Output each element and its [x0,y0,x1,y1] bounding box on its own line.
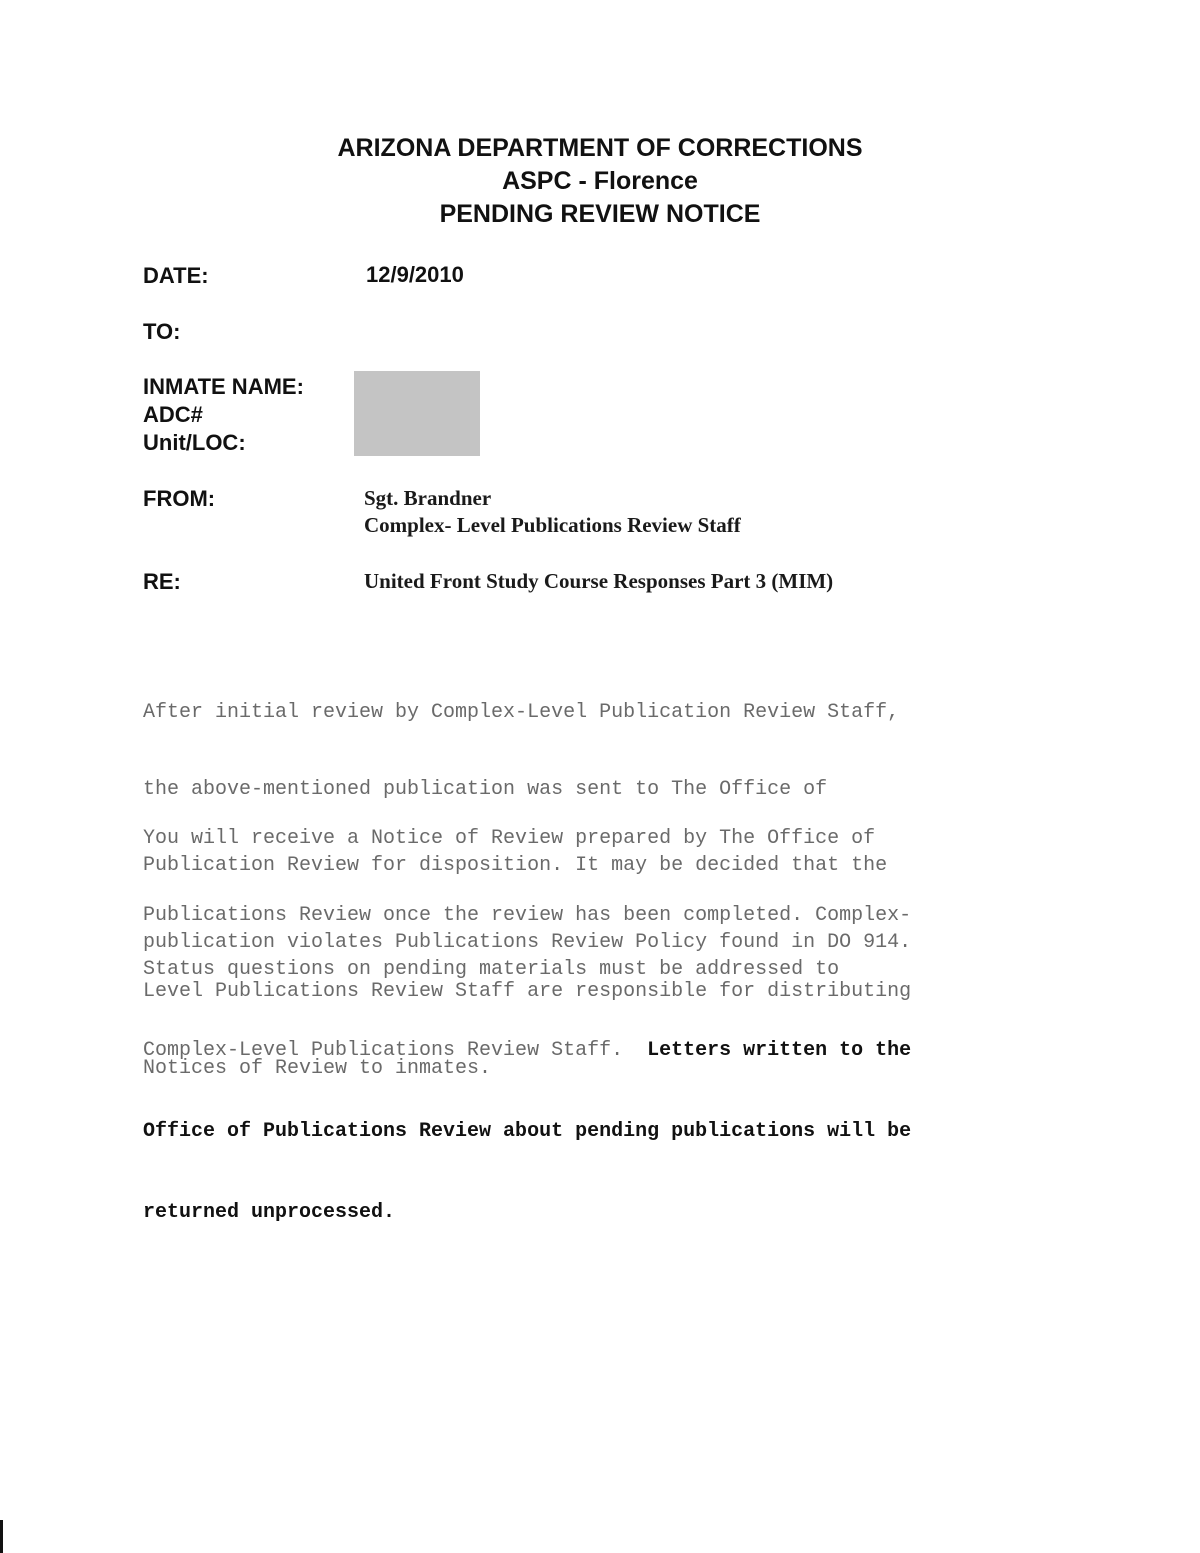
re-value: United Front Study Course Responses Part 3 (MIM) [364,569,834,593]
redacted-inmate-info [354,371,480,456]
paragraph-line: publication violates Publications Review Policy found in DO 914. [143,930,912,954]
paragraph-line: the above-mentioned publication was sent to The Office of [143,777,828,801]
re-label: RE: [143,569,181,594]
scan-edge-mark [0,1520,3,1553]
paragraph-line: Publication Review for disposition. It may be decided that the [143,854,888,877]
agency-title: ARIZONA DEPARTMENT OF CORRECTIONS [337,134,863,162]
notice-title: PENDING REVIEW NOTICE [439,200,761,228]
warning-text: Letters written to the [647,1039,912,1062]
inmate-name-label: INMATE NAME: [143,374,304,399]
from-label: FROM: [143,486,216,511]
from-name: Sgt. Brandner [364,486,492,510]
paragraph-line: Status questions on pending materials must be addressed to [143,958,840,981]
paragraph-line: Publications Review once the review has been completed. Complex- [143,903,912,927]
date-label: DATE: [143,263,209,288]
paragraph-line: Level Publications Review Staff are responsible for distributing [143,980,912,1003]
status-contact-text: Complex-Level Publications Review Staff. [143,1039,648,1062]
paragraph-status-questions [143,902,1063,1253]
warning-text: returned unprocessed. [143,1201,396,1224]
paragraph-line: After initial review by Complex-Level Publication Review Staff, [143,701,900,724]
facility-name: ASPC - Florence [502,167,698,195]
from-title: Complex- Level Publications Review Staff [364,513,741,537]
to-label: TO: [143,319,181,344]
paragraph-line: Notices of Review to inmates. [143,1056,492,1080]
document-header [0,132,1200,231]
adc-number-label: ADC# [143,402,203,427]
date-value: 12/9/2010 [366,262,464,287]
unit-location-label: Unit/LOC: [143,430,246,455]
warning-text: Office of Publications Review about pending publications will be [143,1120,912,1143]
paragraph-line: You will receive a Notice of Review prepared by The Office of [143,827,876,850]
paragraph-line-mixed [143,1037,1063,1064]
